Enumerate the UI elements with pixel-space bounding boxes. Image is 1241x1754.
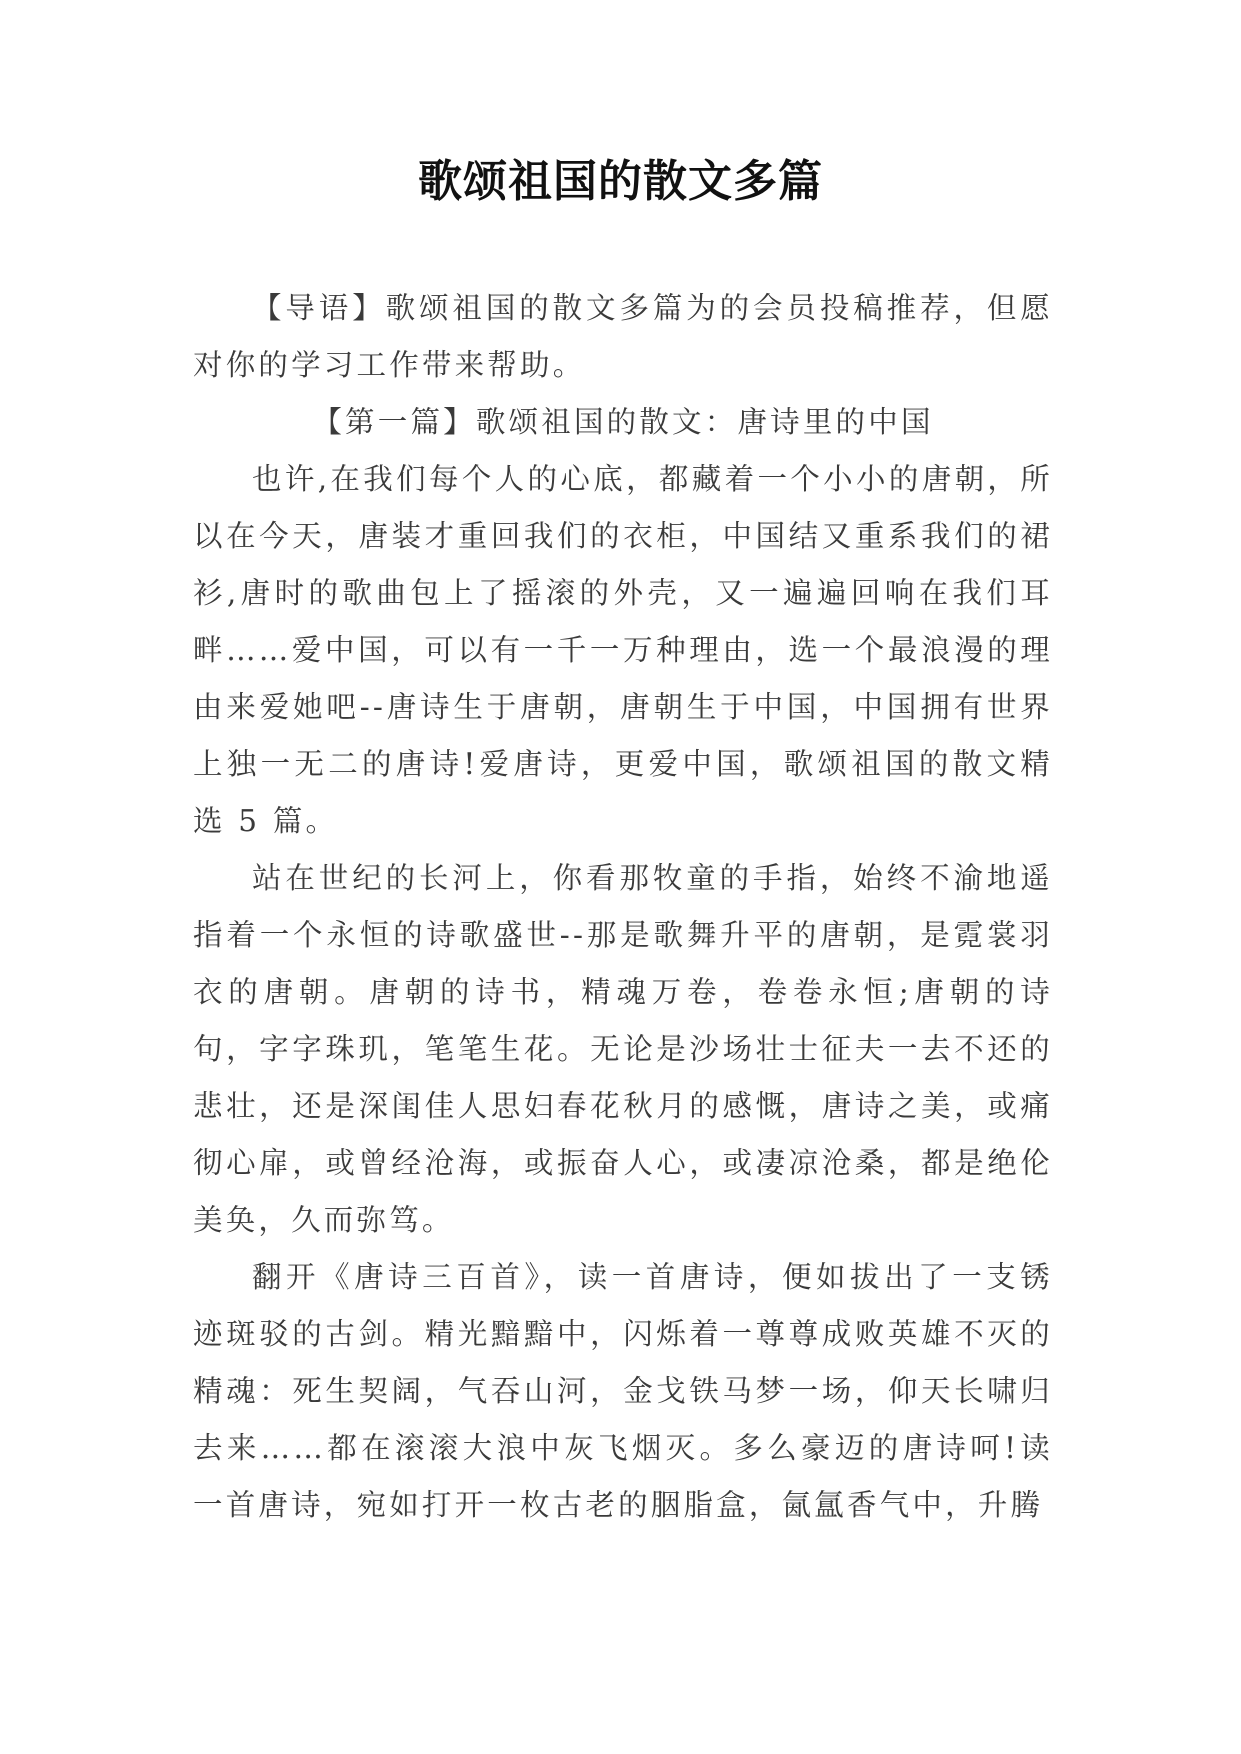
body-paragraph: 站在世纪的长河上，你看那牧童的手指，始终不渝地遥指着一个永恒的诗歌盛世--那是歌舞升平的唐朝，是霓裳羽衣的唐朝。唐朝的诗书，精魂万卷，卷卷永恒;唐朝的诗句，字字珠玑，笔笔生花。无论是沙场壮士征夫一去不还的悲壮，还是深闺佳人思妇春花秋月的感慨，唐诗之美，或痛彻心扉，或曾经沧海，或振奋人心，或凄凉沧桑，都是绝伦美奂，久而弥笃。 [193, 861, 1053, 1237]
intro-paragraph: 【导语】歌颂祖国的散文多篇为的会员投稿推荐，但愿对你的学习工作带来帮助。 [193, 291, 1053, 382]
body-paragraph: 翻开《唐诗三百首》，读一首唐诗，便如拔出了一支锈迹斑驳的古剑。精光黯黯中，闪烁着一尊尊成败英雄不灭的精魂：死生契阔，气吞山河，金戈铁马梦一场，仰天长啸归去来……都在滚滚大浪中灰飞烟灭。多么豪迈的唐诗呵!读一首唐诗，宛如打开一枚古老的胭脂盒，氤氲香气中，升腾 [193, 1260, 1053, 1522]
section-heading: 【第一篇】歌颂祖国的散文：唐诗里的中国 [312, 405, 934, 439]
document-title: 歌颂祖国的散文多篇 [418, 156, 823, 207]
document-body [193, 280, 1053, 1534]
body-paragraph: 也许,在我们每个人的心底，都藏着一个小小的唐朝，所以在今天，唐装才重回我们的衣柜，中国结又重系我们的裙衫,唐时的歌曲包上了摇滚的外壳，又一遍遍回响在我们耳畔……爱中国，可以有一千一万种理由，选一个最浪漫的理由来爱她吧--唐诗生于唐朝，唐朝生于中国，中国拥有世界上独一无二的唐诗!爱唐诗，更爱中国，歌颂祖国的散文精选 5 篇。 [193, 462, 1053, 838]
